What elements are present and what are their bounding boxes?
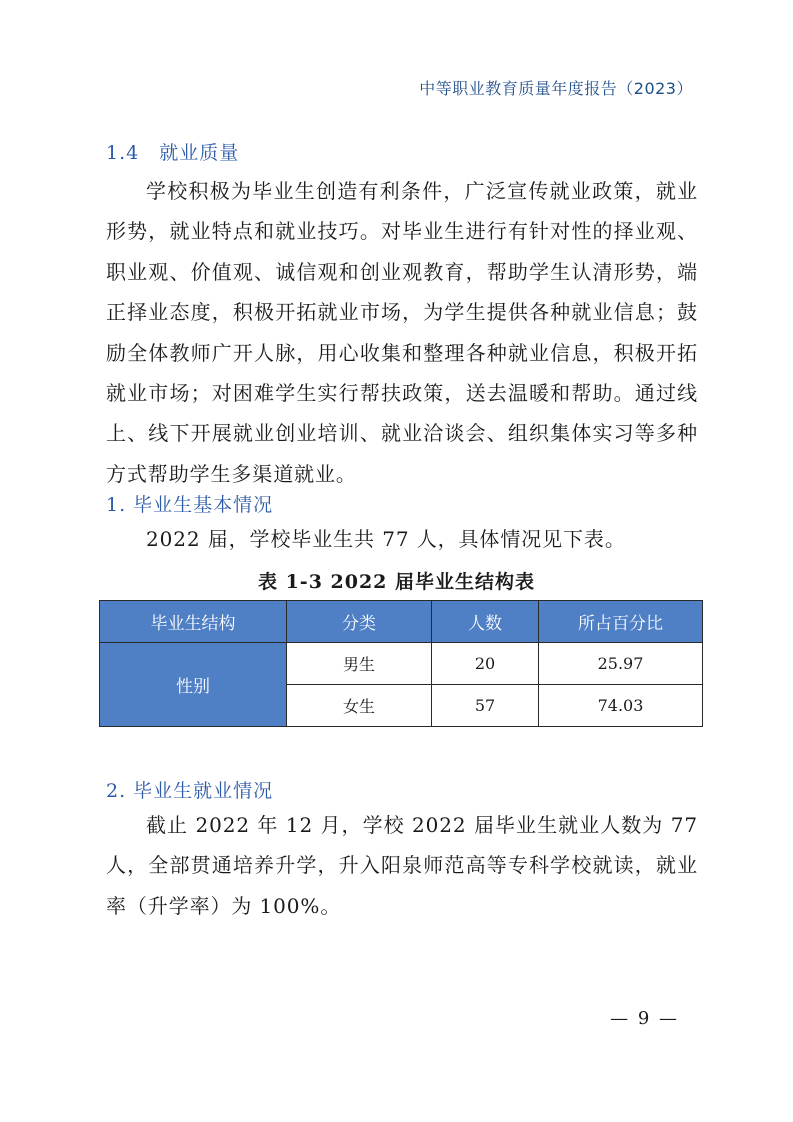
subsection-heading-employment: 2. 毕业生就业情况 [106, 780, 274, 802]
report-header: 中等职业教育质量年度报告（2023） [419, 79, 693, 98]
graduate-structure-table [99, 600, 703, 727]
row-percent: 25.97 [539, 643, 703, 685]
table-caption: 表 1-3 2022 届毕业生结构表 [257, 571, 536, 593]
row-count: 20 [432, 643, 539, 685]
header-percent: 所占百分比 [539, 601, 703, 643]
page-number: — 9 — [610, 1008, 679, 1029]
subsection-heading-basic: 1. 毕业生基本情况 [106, 494, 274, 516]
header-category: 分类 [287, 601, 432, 643]
row-percent: 74.03 [539, 685, 703, 727]
header-count: 人数 [432, 601, 539, 643]
group-gender: 性别 [100, 643, 287, 727]
employment-quality-paragraph: 学校积极为毕业生创造有利条件，广泛宣传就业政策，就业形势，就业特点和就业技巧。对毕业生进行有针对性的择业观、职业观、价值观、诚信观和创业观教育，帮助学生认清形势，端正择业态度，积极开拓就业市场，为学生提供各种就业信息；鼓励全体教师广开人脉，用心收集和整理各种就业信息，积极开拓就业市场；对困难学生实行帮扶政策，送去温暖和帮助。通过线上、线下开展就业创业培训、就业洽谈会、组织集体实习等多种方式帮助学生多渠道就业。 [106, 179, 698, 486]
employment-rate-paragraph: 截止 2022 年 12 月，学校 2022 届毕业生就业人数为 77 人，全部贯通培养升学，升入阳泉师范高等专科学校就读，就业率（升学率）为 100%。 [106, 813, 698, 918]
header-structure: 毕业生结构 [100, 601, 287, 643]
table-row [100, 643, 703, 685]
table-header-row [100, 601, 703, 643]
graduate-count-paragraph: 2022 届，学校毕业生共 77 人，具体情况见下表。 [146, 527, 626, 551]
row-category: 男生 [287, 643, 432, 685]
row-count: 57 [432, 685, 539, 727]
section-heading: 1.4 就业质量 [106, 142, 240, 164]
row-category: 女生 [287, 685, 432, 727]
